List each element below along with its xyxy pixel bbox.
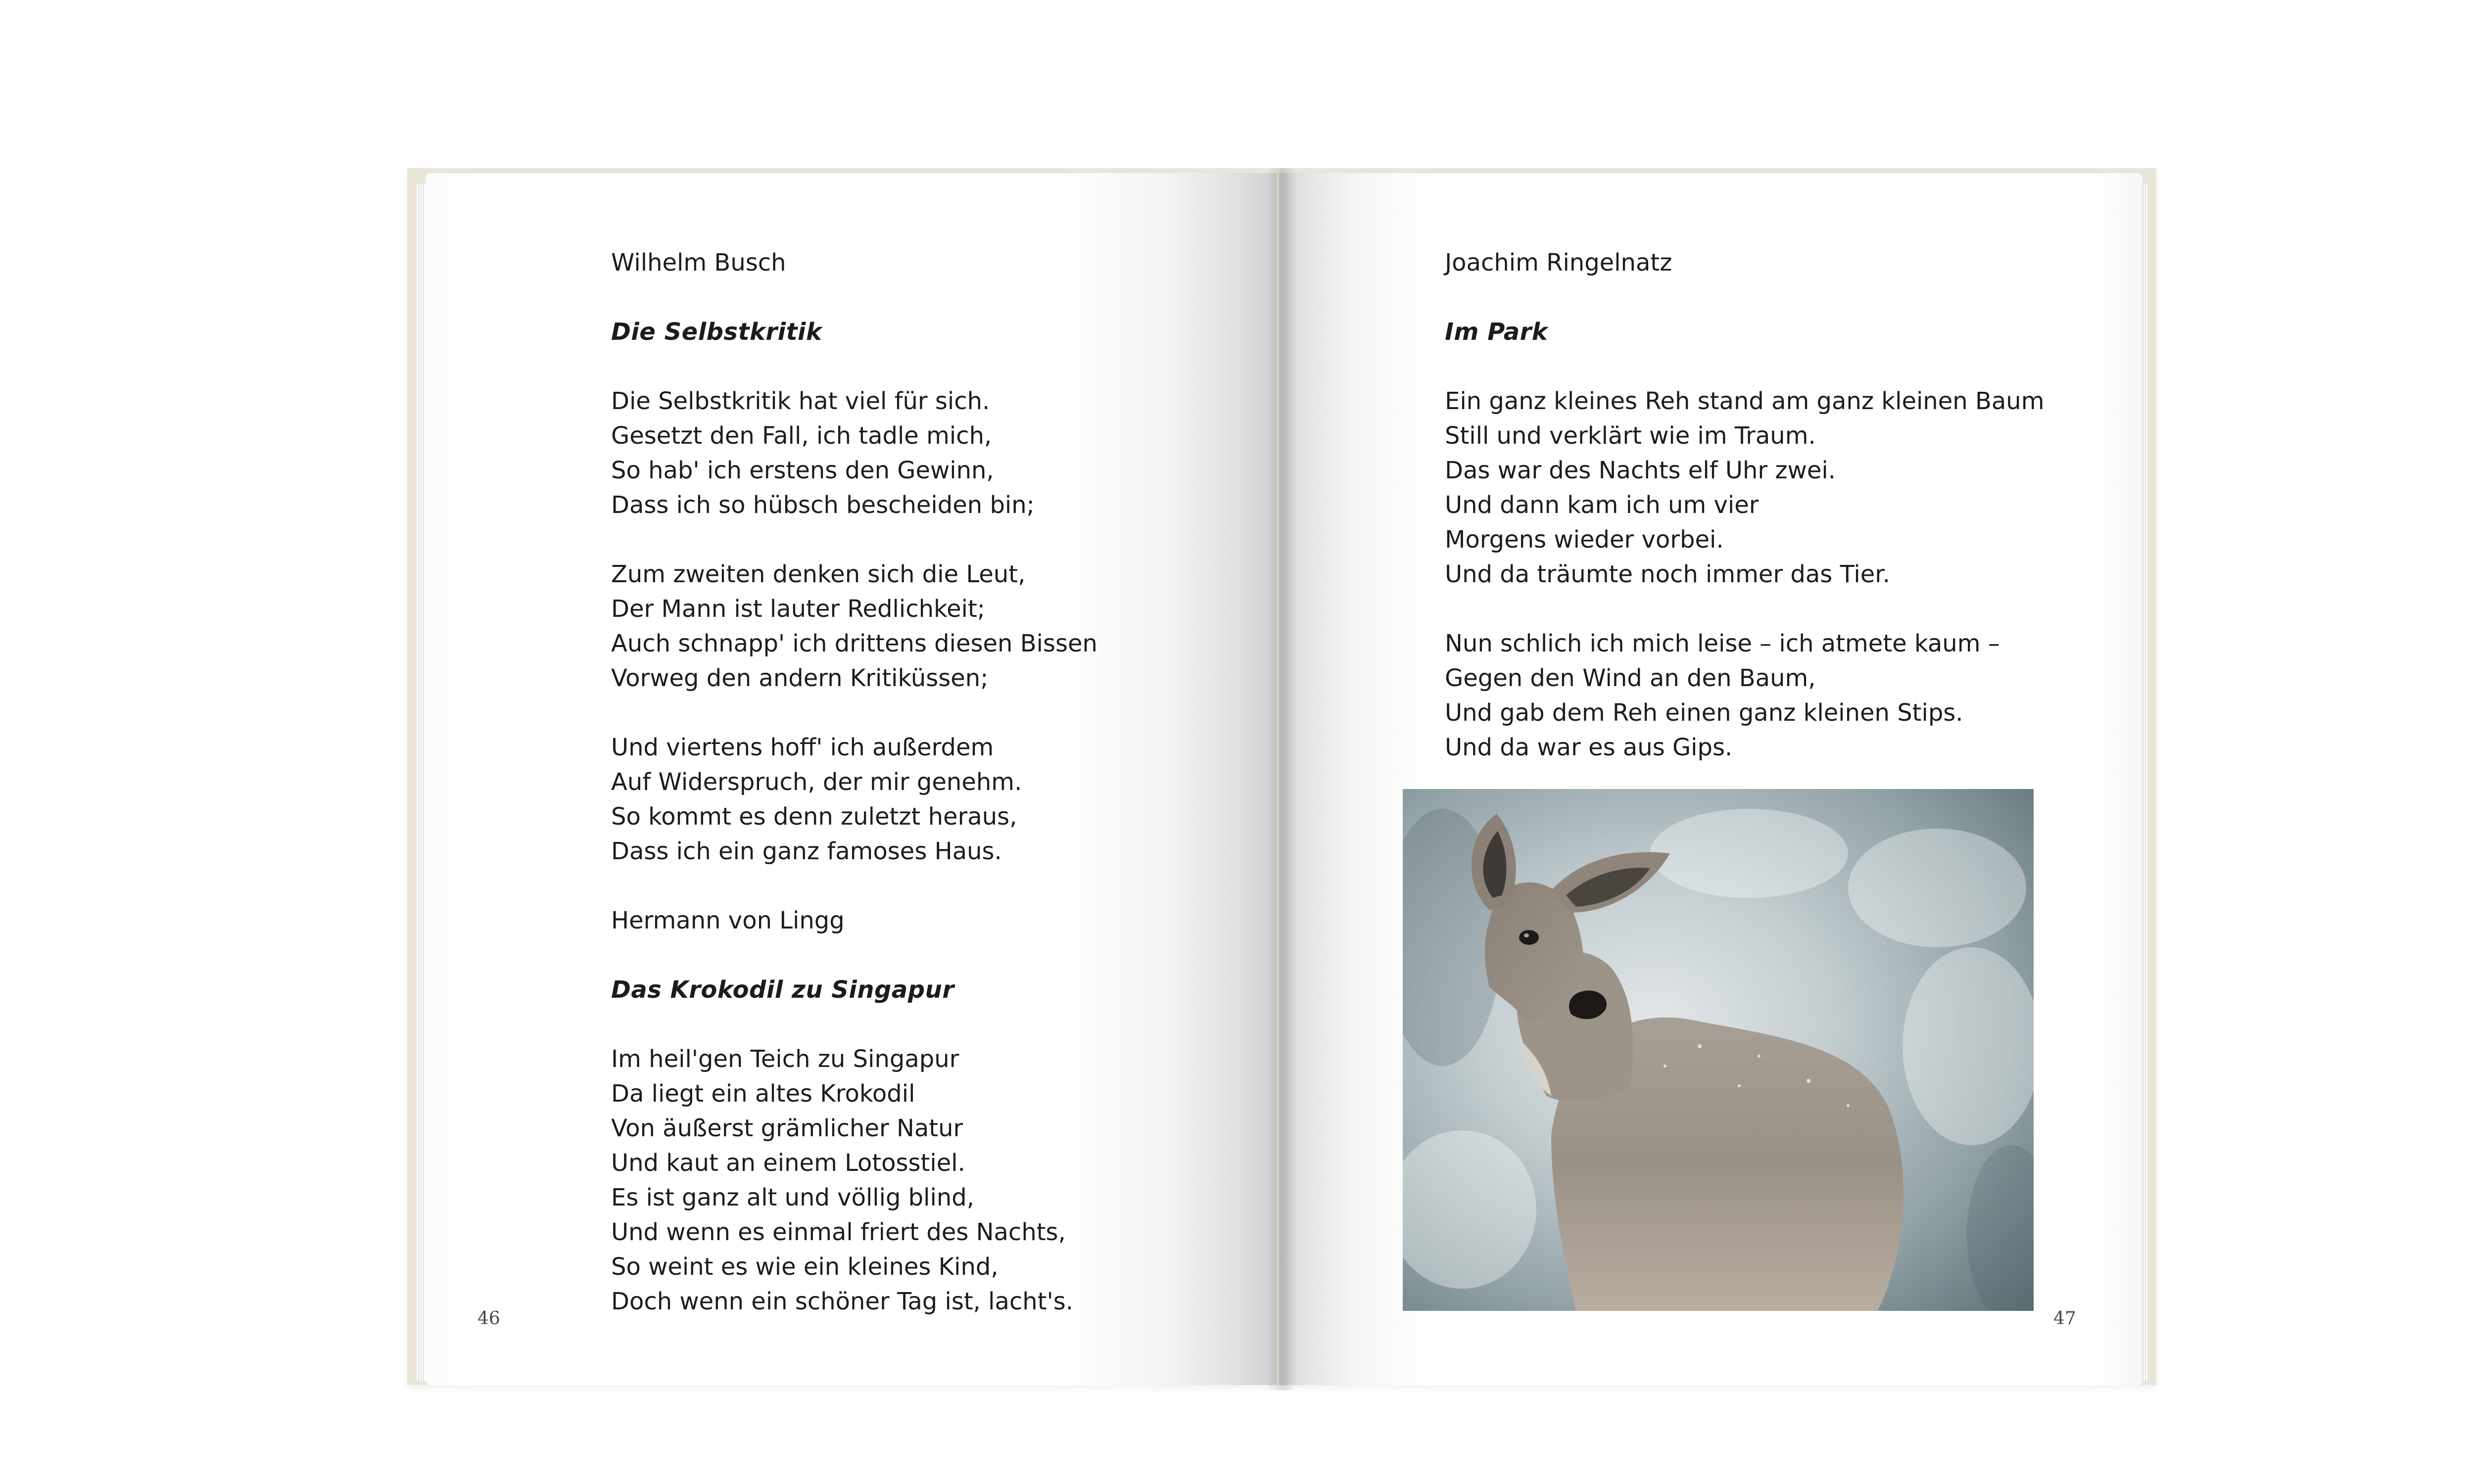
poem-author: Joachim Ringelnatz <box>1445 249 1672 277</box>
poem-line: Dass ich ein ganz famoses Haus. <box>611 837 1002 865</box>
poem-line: So kommt es denn zuletzt heraus, <box>611 803 1017 831</box>
poem-line: Der Mann ist lauter Redlichkeit; <box>611 595 985 623</box>
poem-title: Im Park <box>1445 318 1548 346</box>
poem-line: Es ist ganz alt und völlig blind, <box>611 1184 974 1211</box>
poem-line: Von äußerst grämlicher Natur <box>611 1114 963 1142</box>
poem-line: Zum zweiten denken sich die Leut, <box>611 560 1026 588</box>
poem-line: So hab' ich erstens den Gewinn, <box>611 457 994 484</box>
poem-line: Auf Widerspruch, der mir genehm. <box>611 768 1022 796</box>
poem-line: Gegen den Wind an den Baum, <box>1445 664 1816 692</box>
poem-line: Morgens wieder vorbei. <box>1445 526 1724 554</box>
poem-title: Die Selbstkritik <box>611 318 822 346</box>
poem-line: Und wenn es einmal friert des Nachts, <box>611 1218 1066 1246</box>
poem-line: Vorweg den andern Kritiküssen; <box>611 664 989 692</box>
poem-line: Dass ich so hübsch bescheiden bin; <box>611 491 1035 519</box>
poem-line: Da liegt ein altes Krokodil <box>611 1080 915 1108</box>
poem-title: Das Krokodil zu Singapur <box>611 976 954 1004</box>
page-number-left: 46 <box>477 1308 500 1329</box>
poem-line: Gesetzt den Fall, ich tadle mich, <box>611 422 992 450</box>
poem-line: Und viertens hoff' ich außerdem <box>611 734 994 761</box>
poem-line: Still und verklärt wie im Traum. <box>1445 422 1816 450</box>
poem-line: Und da träumte noch immer das Tier. <box>1445 560 1890 588</box>
left-page-text <box>611 245 1097 1319</box>
poem-line: Doch wenn ein schöner Tag ist, lacht's. <box>611 1288 1074 1315</box>
poem-line: So weint es wie ein kleines Kind, <box>611 1253 999 1281</box>
poem-line: Und dann kam ich um vier <box>1445 491 1759 519</box>
poem-line: Und da war es aus Gips. <box>1445 734 1733 761</box>
right-page-text <box>1445 245 2044 765</box>
poem-line: Die Selbstkritik hat viel für sich. <box>611 387 990 415</box>
poem-line: Das war des Nachts elf Uhr zwei. <box>1445 457 1836 484</box>
poem-line: Auch schnapp' ich drittens diesen Bissen <box>611 630 1097 657</box>
poem-line: Nun schlich ich mich leise – ich atmete kaum – <box>1445 630 2000 657</box>
poem-author: Hermann von Lingg <box>611 907 845 934</box>
page-number-right: 47 <box>2053 1308 2076 1329</box>
poem-line: Im heil'gen Teich zu Singapur <box>611 1045 959 1073</box>
poem-line: Ein ganz kleines Reh stand am ganz kleinen Baum <box>1445 387 2045 415</box>
poem-author: Wilhelm Busch <box>611 249 786 277</box>
poem-line: Und kaut an einem Lotosstiel. <box>611 1149 965 1177</box>
book-gutter <box>1267 168 1296 1390</box>
poem-line: Und gab dem Reh einen ganz kleinen Stips. <box>1445 699 1963 727</box>
deer-photo <box>1403 789 2034 1311</box>
